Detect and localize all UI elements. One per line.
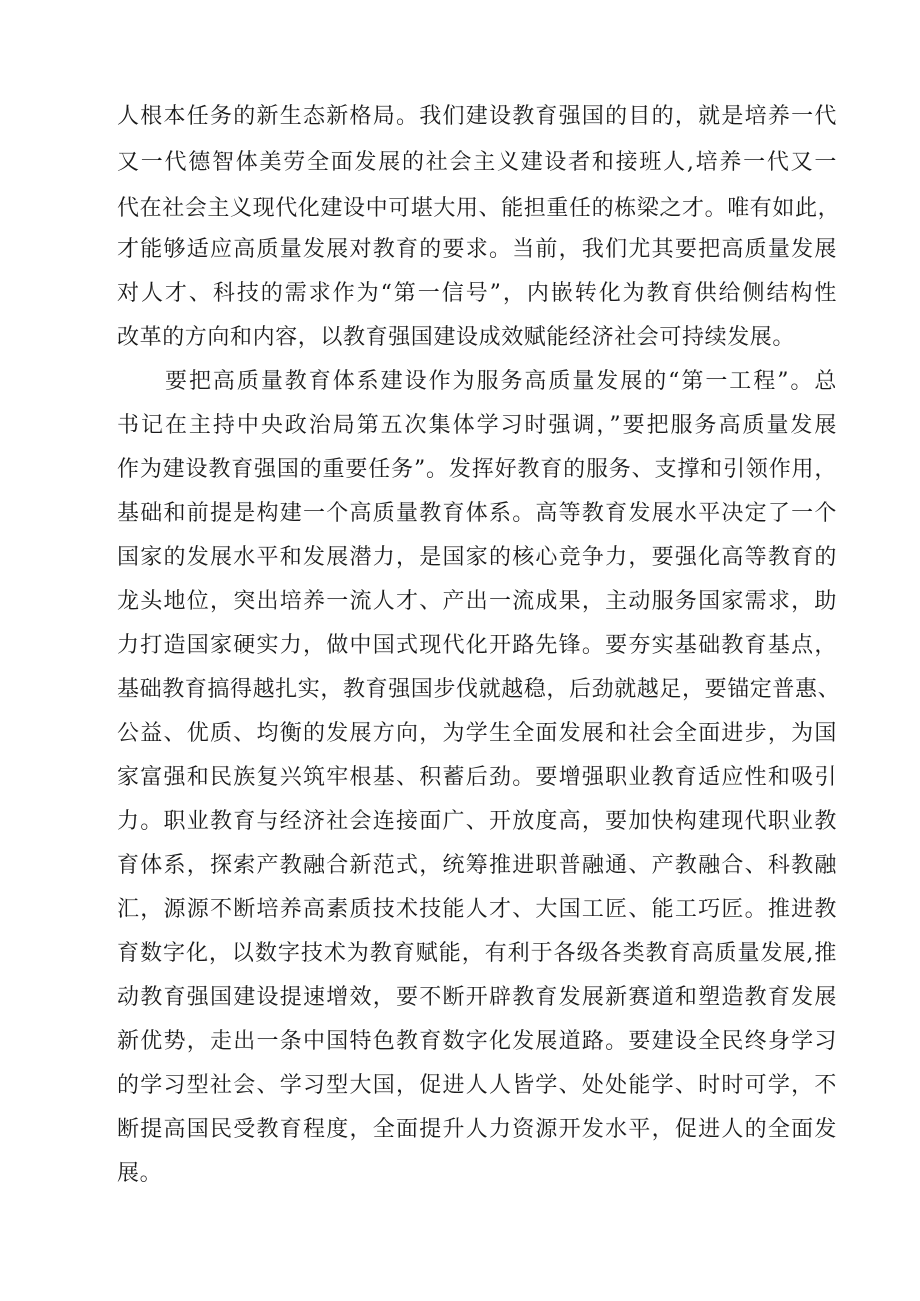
paragraph-1-line-5: 对人才、科技的需求作为“第一信号”，内嵌转化为教育供给侧结构性 <box>117 281 837 306</box>
paragraph-1-line-4: 才能够适应高质量发展对教育的要求。当前，我们尤其要把高质量发展 <box>117 237 837 262</box>
paragraph-2-line-6: 龙头地位，突出培养一流人才、产出一流成果，主动服务国家需求，助 <box>117 589 837 614</box>
paragraph-2-line-2: 书记在主持中央政治局第五次集体学习时强调，”要把服务高质量发展 <box>117 413 837 438</box>
paragraph-2-line-1: 要把高质量教育体系建设作为服务高质量发展的“第一工程”。总 <box>165 369 837 394</box>
paragraph-2-line-10: 家富强和民族复兴筑牢根基、积蓄后劲。要增强职业教育适应性和吸引 <box>117 765 837 790</box>
paragraph-2-line-13: 汇，源源不断培养高素质技术技能人才、大国工匠、能工巧匠。推进教 <box>117 897 837 922</box>
paragraph-2-line-7: 力打造国家硬实力，做中国式现代化开路先锋。要夯实基础教育基点， <box>117 633 837 658</box>
paragraph-1-line-2: 又一代德智体美劳全面发展的社会主义建设者和接班人,培养一代又一 <box>117 150 837 175</box>
paragraph-2-line-8: 基础教育搞得越扎实，教育强国步伐就越稳，后劲就越足，要锚定普惠、 <box>117 677 841 702</box>
paragraph-1-line-6: 改革的方向和内容，以教育强国建设成效赋能经济社会可持续发展。 <box>117 325 796 350</box>
paragraph-2-line-14: 育数字化，以数字技术为教育赋能，有利于各级各类教育高质量发展,推 <box>117 941 837 966</box>
paragraph-2-line-15: 动教育强国建设提速增效，要不断开辟教育发展新赛道和塑造教育发展 <box>117 985 837 1010</box>
paragraph-2-line-11: 力。职业教育与经济社会连接面广、开放度高，要加快构建现代职业教 <box>117 809 837 834</box>
paragraph-2-line-5: 国家的发展水平和发展潜力，是国家的核心竞争力，要强化高等教育的 <box>117 545 837 570</box>
paragraph-2-line-16: 新优势，走出一条中国特色教育数字化发展道路。要建设全民终身学习 <box>117 1029 837 1054</box>
paragraph-2-line-3: 作为建设教育强国的重要任务”。发挥好教育的服务、支撑和引领作用， <box>117 457 837 482</box>
paragraph-1-line-1: 人根本任务的新生态新格局。我们建设教育强国的目的，就是培养一代 <box>117 104 837 129</box>
paragraph-2-line-12: 育体系，探索产教融合新范式，统筹推进职普融通、产教融合、科教融 <box>117 853 837 878</box>
paragraph-2-line-18: 断提高国民受教育程度，全面提升人力资源开发水平，促进人的全面发 <box>117 1117 837 1142</box>
paragraph-2-line-9: 公益、优质、均衡的发展方向，为学生全面发展和社会全面进步，为国 <box>117 721 837 746</box>
paragraph-1-line-3: 代在社会主义现代化建设中可堪大用、能担重任的栋梁之才。唯有如此， <box>117 196 841 221</box>
paragraph-2-line-4: 基础和前提是构建一个高质量教育体系。高等教育发展水平决定了一个 <box>117 501 837 526</box>
paragraph-2-line-17: 的学习型社会、学习型大国，促进人人皆学、处处能学、时时可学，不 <box>117 1073 837 1098</box>
paragraph-2-line-19: 展。 <box>117 1161 163 1186</box>
